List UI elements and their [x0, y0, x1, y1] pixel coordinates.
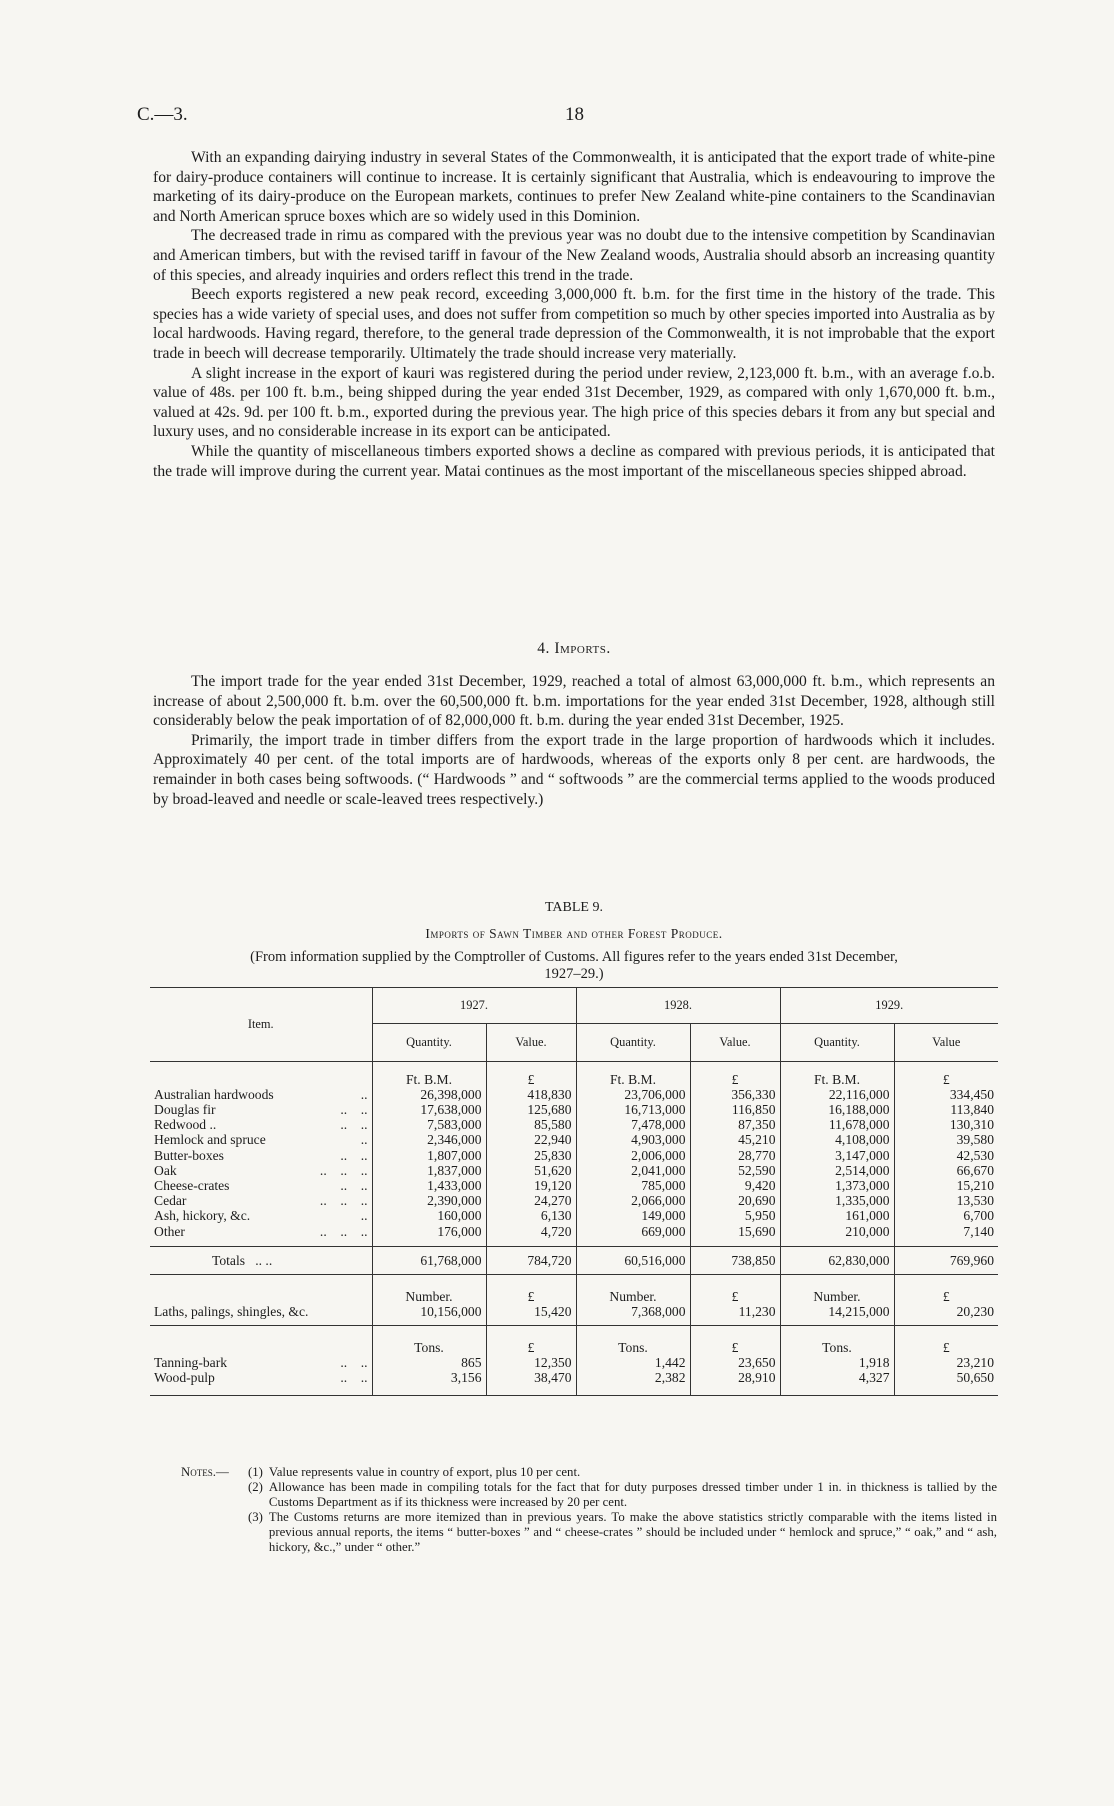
table-cell: 865 — [372, 1355, 486, 1370]
unit-label: Tons. — [372, 1340, 486, 1355]
table-source-note-line: (From information supplied by the Comptroller of Customs. All figures refer to the years ended 31st December, — [250, 949, 898, 965]
note-item — [181, 1480, 997, 1510]
item-name: Douglas fir — [154, 1101, 216, 1117]
table-cell: 7,140 — [894, 1224, 998, 1239]
table-cell: 769,960 — [894, 1247, 998, 1275]
table-cell: 334,450 — [894, 1087, 998, 1102]
unit-label: £ — [690, 1072, 780, 1087]
table-cell: 1,442 — [576, 1355, 690, 1370]
tons-unit-row — [150, 1340, 998, 1355]
table-row — [150, 1132, 998, 1147]
note-text: The Customs returns are more itemized than in previous years. To make the above statistics strictly comparable with the items listed in previous annual reports, the items “ butter-boxes ” and “ cheese-crates ” should be included under “ hemlock and spruce,” “ oak,” and “ ash, hickory, &c.,” under “ other.” — [268, 1510, 997, 1554]
unit-label: £ — [894, 1072, 998, 1087]
table-cell: 356,330 — [690, 1087, 780, 1102]
note-text: Value represents value in country of export, plus 10 per cent. — [268, 1465, 581, 1479]
table-row — [150, 1163, 998, 1178]
tons-rows — [150, 1355, 998, 1385]
table-source-note — [153, 949, 995, 983]
table-cell: 23,706,000 — [576, 1087, 690, 1102]
table-cell: 2,006,000 — [576, 1148, 690, 1163]
table-cell: 2,514,000 — [780, 1163, 894, 1178]
table-cell: 26,398,000 — [372, 1087, 486, 1102]
leader-dots: .. — [360, 1132, 368, 1148]
leader-dots: .. .. — [340, 1101, 368, 1117]
unit-label: £ — [486, 1072, 576, 1087]
table-cell: 210,000 — [780, 1224, 894, 1239]
leader-dots: .. .. — [340, 1370, 368, 1386]
table-label: TABLE 9. — [545, 900, 603, 915]
section-number: 4. — [537, 640, 550, 657]
leader-dots: .. .. .. — [319, 1193, 368, 1209]
table-cell: 149,000 — [576, 1208, 690, 1223]
table-cell: 5,950 — [690, 1208, 780, 1223]
item-label — [150, 1224, 372, 1239]
table-cell: 418,830 — [486, 1087, 576, 1102]
table-cell: 25,830 — [486, 1148, 576, 1163]
unit-label: Number. — [576, 1289, 690, 1304]
table-cell: 785,000 — [576, 1178, 690, 1193]
table-cell: 669,000 — [576, 1224, 690, 1239]
item-name: Cheese-crates — [154, 1177, 230, 1193]
table-row — [150, 1355, 998, 1370]
table-cell: 66,670 — [894, 1163, 998, 1178]
imports-table — [150, 987, 998, 1396]
section-title: Imports. — [554, 640, 611, 657]
table-cell: 7,478,000 — [576, 1117, 690, 1132]
item-name: Hemlock and spruce — [154, 1132, 266, 1148]
unit-label: £ — [486, 1289, 576, 1304]
table-cell: 16,188,000 — [780, 1102, 894, 1117]
paragraph: With an expanding dairying industry in several States of the Commonwealth, it is anticipated that the export trade of white-pine for dairy-produce containers will continue to increase. It is certainly significant that Australia, which is endeavouring to improve the marketing of its dairy-produce on the European markets, continues to prefer New Zealand white-pine containers to the Scandinavian and North American spruce boxes which are so widely used in this Dominion. — [153, 149, 995, 225]
note-item — [181, 1465, 997, 1480]
table-notes — [181, 1465, 997, 1555]
page-number: 18 — [565, 104, 584, 125]
table-cell: 161,000 — [780, 1208, 894, 1223]
item-label — [150, 1102, 372, 1117]
item-label — [150, 1178, 372, 1193]
timber-rows — [150, 1087, 998, 1239]
paragraph: The decreased trade in rimu as compared with the previous year was no doubt due to the intensive competition by Scandinavian and American timbers, but with the revised tariff in favour of the New Zealand woods, Australia should absorb an increasing quantity of this species, and already inquiries and orders reflect this trend in the trade. — [153, 227, 995, 284]
leader-dots: .. .. — [340, 1355, 368, 1371]
table-cell: 7,583,000 — [372, 1117, 486, 1132]
leader-dots: .. .. — [340, 1147, 368, 1163]
table-cell: 125,680 — [486, 1102, 576, 1117]
table-cell: 113,840 — [894, 1102, 998, 1117]
item-label — [150, 1355, 372, 1370]
totals-label: Totals .. .. — [212, 1253, 273, 1269]
table-cell: 6,700 — [894, 1208, 998, 1223]
item-name: Oak — [154, 1162, 177, 1178]
value-header: Value — [894, 1024, 998, 1062]
unit-label: £ — [690, 1340, 780, 1355]
table-cell: 3,147,000 — [780, 1148, 894, 1163]
table-row — [150, 1224, 998, 1239]
unit-label: £ — [486, 1340, 576, 1355]
unit-label: Number. — [372, 1289, 486, 1304]
item-name: Ash, hickory, &c. — [154, 1208, 251, 1224]
table-cell: 22,940 — [486, 1132, 576, 1147]
table-cell: 2,066,000 — [576, 1193, 690, 1208]
paragraph: Beech exports registered a new peak record, exceeding 3,000,000 ft. b.m. for the first time in the history of the trade. This species has a wide variety of special uses, and does not suffer from competition so much by other species imported into Australia as by local hardwoods. Having regard, therefore, to the general trade depression of the Commonwealth, it is not improbable that the export trade in beech will decrease temporarily. Ultimately the trade should increase very materially. — [153, 286, 995, 362]
note-number: (2) — [248, 1480, 263, 1494]
unit-label: Number. — [780, 1289, 894, 1304]
table-cell: 28,910 — [690, 1370, 780, 1385]
paragraph: While the quantity of miscellaneous timbers exported shows a decline as compared with previous periods, it is anticipated that the trade will improve during the current year. Matai continues as the most important of the miscellaneous species shipped abroad. — [153, 442, 995, 480]
table-cell: 116,850 — [690, 1102, 780, 1117]
table-cell: 4,108,000 — [780, 1132, 894, 1147]
table-cell: 16,713,000 — [576, 1102, 690, 1117]
note-number: (1) — [248, 1465, 263, 1479]
table-cell: 20,690 — [690, 1193, 780, 1208]
value-header: Value. — [486, 1024, 576, 1062]
table-source-note-line: 1927–29.) — [544, 966, 604, 982]
quantity-header: Quantity. — [576, 1024, 690, 1062]
totals-row — [150, 1247, 998, 1275]
note-item — [181, 1510, 997, 1555]
table-cell: 7,368,000 — [576, 1304, 690, 1326]
item-label — [150, 1163, 372, 1178]
item-label — [150, 1370, 372, 1385]
table-cell: 51,620 — [486, 1163, 576, 1178]
item-label — [150, 1087, 372, 1102]
table-cell: 15,420 — [486, 1304, 576, 1326]
table-cell: 24,270 — [486, 1193, 576, 1208]
table-cell: 23,650 — [690, 1355, 780, 1370]
table-cell: 1,837,000 — [372, 1163, 486, 1178]
unit-label: Tons. — [780, 1340, 894, 1355]
table-cell: 160,000 — [372, 1208, 486, 1223]
table-cell: 1,335,000 — [780, 1193, 894, 1208]
table-header-row — [150, 988, 998, 1024]
table-cell: 1,433,000 — [372, 1178, 486, 1193]
note-number: (3) — [248, 1510, 263, 1524]
year-header: 1927. — [372, 988, 576, 1024]
table-cell: 22,116,000 — [780, 1087, 894, 1102]
leader-dots: .. .. .. — [319, 1223, 368, 1239]
table-cell: 4,720 — [486, 1224, 576, 1239]
table-row — [150, 1117, 998, 1132]
table-cell: 176,000 — [372, 1224, 486, 1239]
table-cell: 17,638,000 — [372, 1102, 486, 1117]
table-cell: 42,530 — [894, 1148, 998, 1163]
leader-dots: .. .. .. — [319, 1162, 368, 1178]
item-name: Cedar — [154, 1193, 187, 1209]
unit-label: £ — [894, 1340, 998, 1355]
unit-label: £ — [894, 1289, 998, 1304]
table-cell: 14,215,000 — [780, 1304, 894, 1326]
table-cell: 39,580 — [894, 1132, 998, 1147]
table-cell: 10,156,000 — [372, 1304, 486, 1326]
table-row — [150, 1178, 998, 1193]
table-cell: 1,807,000 — [372, 1148, 486, 1163]
item-label — [150, 1193, 372, 1208]
year-header: 1929. — [780, 988, 998, 1024]
table-cell: 4,903,000 — [576, 1132, 690, 1147]
table-cell: 3,156 — [372, 1370, 486, 1385]
unit-label: Ft. B.M. — [576, 1072, 690, 1087]
quantity-header: Quantity. — [780, 1024, 894, 1062]
table-row — [150, 1208, 998, 1223]
quantity-header: Quantity. — [372, 1024, 486, 1062]
leader-dots: .. .. — [340, 1177, 368, 1193]
item-label: Laths, palings, shingles, &c. — [154, 1303, 309, 1319]
table-cell: 11,230 — [690, 1304, 780, 1326]
table-cell: 2,346,000 — [372, 1132, 486, 1147]
section-heading — [153, 640, 995, 658]
table-cell: 2,382 — [576, 1370, 690, 1385]
table-row — [150, 1193, 998, 1208]
note-text: Allowance has been made in compiling totals for the fact that for duty purposes dressed timber under 1 in. in thickness is tallied by the Customs Department as if its thickness were increased by 20 per cent. — [268, 1480, 997, 1509]
paragraph: A slight increase in the export of kauri was registered during the period under review, 2,123,000 ft. b.m., with an average f.o.b. value of 48s. per 100 ft. b.m., being shipped during the year ended 31st December, 1929, as compared with only 1,670,000 ft. b.m., valued at 42s. 9d. per 100 ft. b.m., exported during the previous year. The high price of this species debars it from any but special and luxury uses, and no considerable increase in its export can be anticipated. — [153, 364, 995, 441]
table-cell: 15,690 — [690, 1224, 780, 1239]
leader-dots: .. — [360, 1086, 368, 1102]
table-cell: 20,230 — [894, 1304, 998, 1326]
table-cell: 28,770 — [690, 1148, 780, 1163]
paragraph: The import trade for the year ended 31st December, 1929, reached a total of almost 63,000,000 ft. b.m., which represents an increase of about 2,500,000 ft. b.m. over the 60,500,000 ft. b.m. importations for the year ended 31st December, 1928, although still considerably below the peak importation of of 82,000,000 ft. b.m. during the year ended 31st December, 1925. — [153, 673, 995, 730]
item-name: Other — [154, 1223, 185, 1239]
value-header: Value. — [690, 1024, 780, 1062]
table-row — [150, 1087, 998, 1102]
paragraph: Primarily, the import trade in timber differs from the export trade in the large proportion of hardwoods which it includes. Approximately 40 per cent. of the total imports are of hardwoods, whereas of the exports only 8 per cent. are hardwoods, the remainder in both cases being softwoods. (“ Hardwoods ” and “ softwoods ” are the commercial terms applied to the woods produced by broad-leaved and needle or scale-leaved trees respectively.) — [153, 731, 995, 808]
table-cell: 11,678,000 — [780, 1117, 894, 1132]
table-row — [150, 1102, 998, 1117]
item-label — [150, 1132, 372, 1147]
table-row — [150, 1304, 998, 1326]
leader-dots: .. — [360, 1208, 368, 1224]
item-name: Australian hardwoods — [154, 1086, 274, 1102]
table-cell: 9,420 — [690, 1178, 780, 1193]
table-cell: 2,390,000 — [372, 1193, 486, 1208]
table-subtitle: Imports of Sawn Timber and other Forest Produce. — [425, 926, 723, 941]
unit-label: Tons. — [576, 1340, 690, 1355]
table-cell: 61,768,000 — [372, 1247, 486, 1275]
document-reference: C.—3. — [137, 104, 188, 125]
item-label — [150, 1208, 372, 1223]
table-cell: 1,918 — [780, 1355, 894, 1370]
item-name: Redwood .. — [154, 1117, 217, 1133]
table-cell: 85,580 — [486, 1117, 576, 1132]
table-cell: 1,373,000 — [780, 1178, 894, 1193]
table-cell: 87,350 — [690, 1117, 780, 1132]
table-cell: 52,590 — [690, 1163, 780, 1178]
table-cell: 19,120 — [486, 1178, 576, 1193]
notes-label: Notes.— — [181, 1465, 229, 1479]
item-label — [150, 1148, 372, 1163]
table-cell: 50,650 — [894, 1370, 998, 1385]
unit-row — [150, 1072, 998, 1087]
table-cell: 738,850 — [690, 1247, 780, 1275]
item-name: Wood-pulp — [154, 1370, 215, 1386]
table-cell: 45,210 — [690, 1132, 780, 1147]
table-cell: 4,327 — [780, 1370, 894, 1385]
item-header: Item. — [247, 1016, 274, 1031]
item-label — [150, 1117, 372, 1132]
unit-label: £ — [690, 1289, 780, 1304]
table-cell: 23,210 — [894, 1355, 998, 1370]
table-cell: 60,516,000 — [576, 1247, 690, 1275]
unit-label: Ft. B.M. — [372, 1072, 486, 1087]
table-cell: 2,041,000 — [576, 1163, 690, 1178]
leader-dots: .. .. — [340, 1117, 368, 1133]
laths-unit-row — [150, 1289, 998, 1304]
table-cell: 6,130 — [486, 1208, 576, 1223]
table-cell: 13,530 — [894, 1193, 998, 1208]
imports-paragraphs — [153, 672, 995, 809]
table-cell: 784,720 — [486, 1247, 576, 1275]
unit-label: Ft. B.M. — [780, 1072, 894, 1087]
table-row — [150, 1370, 998, 1385]
table-row — [150, 1148, 998, 1163]
item-name: Butter-boxes — [154, 1147, 224, 1163]
table-cell: 12,350 — [486, 1355, 576, 1370]
table-cell: 38,470 — [486, 1370, 576, 1385]
export-paragraphs — [153, 148, 995, 481]
item-name: Tanning-bark — [154, 1355, 228, 1371]
year-header: 1928. — [576, 988, 780, 1024]
table-cell: 130,310 — [894, 1117, 998, 1132]
table-cell: 15,210 — [894, 1178, 998, 1193]
table-cell: 62,830,000 — [780, 1247, 894, 1275]
